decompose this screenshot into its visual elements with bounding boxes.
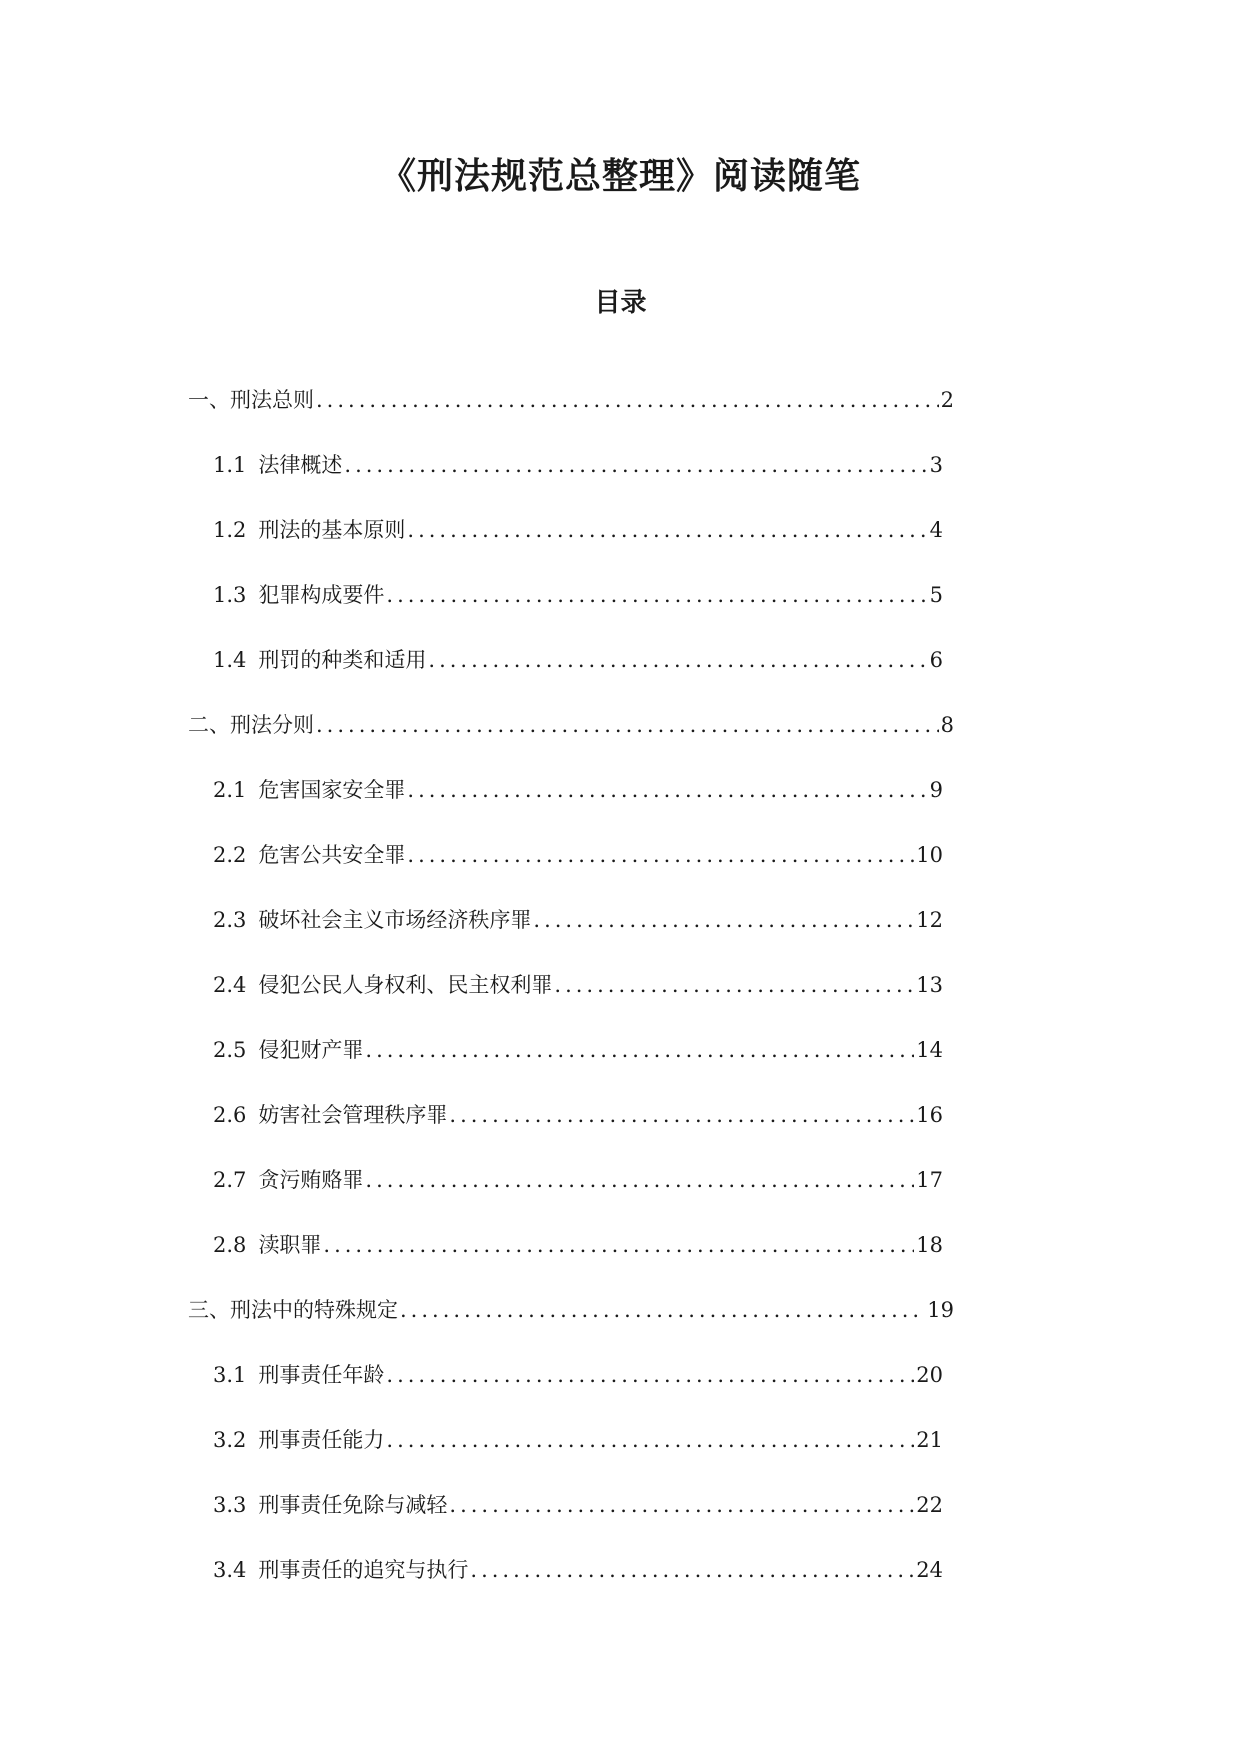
toc-page-number: 4 <box>929 518 943 542</box>
toc-entry-title: 危害公共安全罪 <box>258 843 406 867</box>
toc-page-number: 21 <box>916 1428 943 1452</box>
toc-entry-title: 犯罪构成要件 <box>258 583 385 607</box>
toc-page-number: 22 <box>916 1493 943 1517</box>
toc-page-number: 9 <box>929 778 943 802</box>
toc-entry-title: 贪污贿赂罪 <box>258 1168 364 1192</box>
toc-section-number: 2.3 <box>213 908 247 932</box>
toc-entry[interactable] <box>0 970 1241 1035</box>
toc-dot-leader <box>323 1230 914 1260</box>
toc-dot-leader <box>386 1360 914 1390</box>
toc-page-number: 6 <box>929 648 943 672</box>
toc-page-number: 19 <box>927 1298 954 1322</box>
toc-dot-leader <box>407 775 927 805</box>
toc-entry-title: 刑法的基本原则 <box>258 518 406 542</box>
toc-section-number: 3.3 <box>213 1493 247 1517</box>
toc-entry[interactable] <box>0 775 1241 840</box>
toc-page-number: 16 <box>916 1103 943 1127</box>
toc-page-number: 18 <box>916 1233 943 1257</box>
toc-entry[interactable] <box>0 450 1241 515</box>
toc-page-number: 14 <box>916 1038 943 1062</box>
toc-dot-leader <box>449 1490 914 1520</box>
toc-section-number: 2.8 <box>213 1233 247 1257</box>
toc-dot-leader <box>386 580 927 610</box>
toc-page-number: 13 <box>916 973 943 997</box>
toc-entry-title: 侵犯财产罪 <box>258 1038 364 1062</box>
toc-dot-leader <box>386 1425 914 1455</box>
toc-page-number: 12 <box>916 908 943 932</box>
toc-entry-title: 破坏社会主义市场经济秩序罪 <box>258 908 532 932</box>
toc-page-number: 10 <box>916 843 943 867</box>
toc-dot-leader <box>428 645 927 675</box>
toc-dot-leader <box>400 1295 925 1325</box>
toc-section-number: 2.5 <box>213 1038 247 1062</box>
toc-entry[interactable] <box>0 905 1241 970</box>
toc-entry[interactable] <box>0 515 1241 580</box>
toc-dot-leader <box>533 905 914 935</box>
toc-entry-title: 刑事责任免除与减轻 <box>258 1493 448 1517</box>
toc-section-number: 2.1 <box>213 778 247 802</box>
toc-dot-leader <box>470 1555 914 1585</box>
toc-dot-leader <box>344 450 927 480</box>
toc-entry-title: 危害国家安全罪 <box>258 778 406 802</box>
toc-section-number: 1.4 <box>213 648 247 672</box>
toc-section-number: 2.4 <box>213 973 247 997</box>
toc-dot-leader <box>365 1165 914 1195</box>
toc-entry-title: 二、刑法分则 <box>188 713 314 737</box>
toc-section-number: 1.2 <box>213 518 247 542</box>
toc-section-number: 3.4 <box>213 1558 247 1582</box>
toc-entry-title: 法律概述 <box>258 453 343 477</box>
toc-heading: 目录 <box>594 288 647 318</box>
toc-entry[interactable] <box>0 385 1241 450</box>
toc-section-number: 2.2 <box>213 843 247 867</box>
toc-entry-title: 妨害社会管理秩序罪 <box>258 1103 448 1127</box>
toc-entry[interactable] <box>0 645 1241 710</box>
toc-dot-leader <box>407 515 927 545</box>
toc-entry-title: 渎职罪 <box>258 1233 322 1257</box>
toc-section-number: 2.6 <box>213 1103 247 1127</box>
toc-page-number: 5 <box>929 583 943 607</box>
toc-section-number: 2.7 <box>213 1168 247 1192</box>
toc-entry[interactable] <box>0 1360 1241 1425</box>
toc-section-number: 1.1 <box>213 453 247 477</box>
toc-entry[interactable] <box>0 1490 1241 1555</box>
toc-page-number: 2 <box>940 388 954 412</box>
toc-page-number: 3 <box>929 453 943 477</box>
toc-dot-leader <box>449 1100 914 1130</box>
toc-section-number: 3.2 <box>213 1428 247 1452</box>
toc-entry[interactable] <box>0 1555 1241 1620</box>
toc-entry-title: 一、刑法总则 <box>188 388 314 412</box>
toc-entry[interactable] <box>0 1230 1241 1295</box>
toc-dot-leader <box>407 840 914 870</box>
toc-entry-title: 刑罚的种类和适用 <box>258 648 427 672</box>
toc-page-number: 20 <box>916 1363 943 1387</box>
toc-entry[interactable] <box>0 1035 1241 1100</box>
toc-entry[interactable] <box>0 1425 1241 1490</box>
toc-dot-leader <box>554 970 914 1000</box>
toc-dot-leader <box>316 385 939 415</box>
toc-dot-leader <box>316 710 939 740</box>
toc-entry[interactable] <box>0 1295 1241 1360</box>
toc-page-number: 24 <box>916 1558 943 1582</box>
toc-entry-title: 刑事责任年龄 <box>258 1363 385 1387</box>
table-of-contents <box>0 385 1241 1620</box>
document-title: 《刑法规范总整理》阅读随笔 <box>379 155 861 197</box>
toc-page-number: 17 <box>916 1168 943 1192</box>
toc-entry-title: 侵犯公民人身权利、民主权利罪 <box>258 973 553 997</box>
toc-entry-title: 刑事责任的追究与执行 <box>258 1558 469 1582</box>
toc-page-number: 8 <box>940 713 954 737</box>
toc-section-number: 1.3 <box>213 583 247 607</box>
toc-entry[interactable] <box>0 1165 1241 1230</box>
toc-entry[interactable] <box>0 840 1241 905</box>
toc-section-number: 3.1 <box>213 1363 247 1387</box>
toc-entry[interactable] <box>0 1100 1241 1165</box>
toc-entry[interactable] <box>0 580 1241 645</box>
toc-dot-leader <box>365 1035 914 1065</box>
toc-entry-title: 刑事责任能力 <box>258 1428 385 1452</box>
toc-entry-title: 三、刑法中的特殊规定 <box>188 1298 398 1322</box>
toc-entry[interactable] <box>0 710 1241 775</box>
